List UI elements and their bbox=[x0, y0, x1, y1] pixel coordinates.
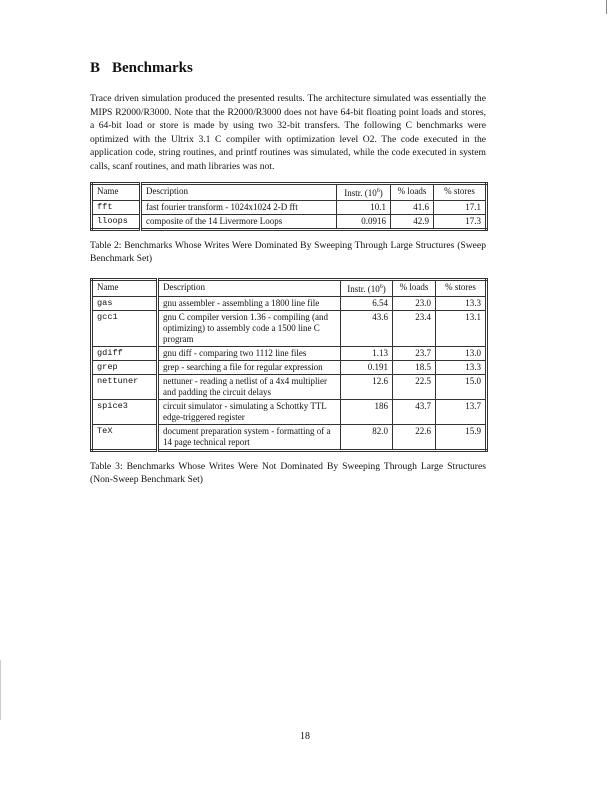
stores-percent: 13.0 bbox=[436, 346, 487, 360]
instr-count: 12.6 bbox=[341, 374, 393, 399]
benchmark-name: grep bbox=[92, 360, 158, 374]
header-description: Description bbox=[158, 279, 341, 296]
benchmark-description: fast fourier transform - 1024x1024 2-D fft bbox=[141, 200, 337, 214]
header-name: Name bbox=[92, 183, 141, 200]
header-instr-close: ) bbox=[382, 283, 386, 294]
stores-percent: 17.3 bbox=[434, 214, 487, 229]
header-instr-text: Instr. (10 bbox=[347, 283, 380, 294]
benchmark-name: TeX bbox=[92, 424, 158, 450]
table-3-caption: Table 3: Benchmarks Whose Writes Were Not Dominated By Sweeping Through Large Structures (Non-Sweep Benchmark Set) bbox=[90, 460, 486, 486]
table-header-row bbox=[92, 279, 487, 296]
benchmark-description: document preparation system - formatting of a 14 page technical report bbox=[158, 424, 341, 450]
instr-count: 186 bbox=[341, 399, 393, 424]
intro-paragraph: Trace driven simulation produced the presented results. The architecture simulated was essentially the MIPS R2000/R3000. Note that the R2000/R3000 does not have 64-bit floating point loads and stores, a 64-bit load or store is made by using two 32-bit transfers. The following C benchmarks were optimized with the Ultrix 3.1 C compiler with optimization level O2. The code executed in the application code, string routines, and printf routines was simulated, while the code executed in system calls, scanf routines, and math libraries was not. bbox=[90, 93, 486, 172]
stores-percent: 15.0 bbox=[436, 374, 487, 399]
header-instr bbox=[341, 279, 393, 296]
stores-percent: 13.7 bbox=[436, 399, 487, 424]
table-row bbox=[92, 214, 487, 229]
table-row bbox=[92, 296, 487, 310]
stores-percent: 15.9 bbox=[436, 424, 487, 450]
instr-count: 82.0 bbox=[341, 424, 393, 450]
table-row bbox=[92, 360, 487, 374]
table-row bbox=[92, 399, 487, 424]
benchmark-description: composite of the 14 Livermore Loops bbox=[141, 214, 337, 229]
benchmark-name: gas bbox=[92, 296, 158, 310]
loads-percent: 22.6 bbox=[393, 424, 436, 450]
benchmark-name: gcc1 bbox=[92, 310, 158, 346]
instr-count: 0.191 bbox=[341, 360, 393, 374]
stores-percent: 13.3 bbox=[436, 360, 487, 374]
instr-count: 10.1 bbox=[337, 200, 391, 214]
scan-edge-mark bbox=[0, 660, 1, 720]
table-row bbox=[92, 374, 487, 399]
benchmark-description: circuit simulator - simulating a Schottky TTL edge-triggered register bbox=[158, 399, 341, 424]
stores-percent: 17.1 bbox=[434, 200, 487, 214]
header-instr-text: Instr. (10 bbox=[344, 187, 377, 198]
table-header-row bbox=[92, 183, 487, 200]
header-instr bbox=[337, 183, 391, 200]
header-loads: % loads bbox=[393, 279, 436, 296]
loads-percent: 18.5 bbox=[393, 360, 436, 374]
table-3 bbox=[90, 278, 488, 452]
benchmark-name: gdiff bbox=[92, 346, 158, 360]
table-row bbox=[92, 310, 487, 346]
page-number: 18 bbox=[300, 731, 310, 742]
section-number: B bbox=[90, 60, 101, 76]
benchmark-description: grep - searching a file for regular expression bbox=[158, 360, 341, 374]
header-description: Description bbox=[141, 183, 337, 200]
page-content bbox=[90, 58, 486, 487]
table-row bbox=[92, 346, 487, 360]
instr-count: 0.0916 bbox=[337, 214, 391, 229]
instr-count: 1.13 bbox=[341, 346, 393, 360]
loads-percent: 23.7 bbox=[393, 346, 436, 360]
header-name: Name bbox=[92, 279, 158, 296]
loads-percent: 41.6 bbox=[391, 200, 434, 214]
benchmark-description: nettuner - reading a netlist of a 4x4 multiplier and padding the circuit delays bbox=[158, 374, 341, 399]
stores-percent: 13.1 bbox=[436, 310, 487, 346]
table-2 bbox=[90, 182, 488, 231]
instr-count: 43.6 bbox=[341, 310, 393, 346]
loads-percent: 23.0 bbox=[393, 296, 436, 310]
benchmark-name: fft bbox=[92, 200, 141, 214]
header-instr-exp: 6 bbox=[379, 283, 383, 290]
header-stores: % stores bbox=[436, 279, 487, 296]
benchmark-description: gnu assembler - assembling a 1800 line file bbox=[158, 296, 341, 310]
header-loads: % loads bbox=[391, 183, 434, 200]
table-row bbox=[92, 424, 487, 450]
table-row bbox=[92, 200, 487, 214]
loads-percent: 23.4 bbox=[393, 310, 436, 346]
header-stores: % stores bbox=[434, 183, 487, 200]
section-heading bbox=[90, 58, 486, 78]
benchmark-description: gnu diff - comparing two 1112 line files bbox=[158, 346, 341, 360]
benchmark-name: nettuner bbox=[92, 374, 158, 399]
table-2-caption: Table 2: Benchmarks Whose Writes Were Dominated By Sweeping Through Large Structures (Sweep Benchmark Set) bbox=[90, 239, 486, 265]
section-title: Benchmarks bbox=[112, 60, 193, 76]
header-instr-close: ) bbox=[379, 187, 383, 198]
benchmark-name: spice3 bbox=[92, 399, 158, 424]
scan-edge-mark bbox=[606, 0, 607, 14]
header-instr-exp: 6 bbox=[376, 187, 380, 194]
instr-count: 6.54 bbox=[341, 296, 393, 310]
benchmark-description: gnu C compiler version 1.36 - compiling (and optimizing) to assembly code a 1500 line C program bbox=[158, 310, 341, 346]
loads-percent: 42.9 bbox=[391, 214, 434, 229]
loads-percent: 43.7 bbox=[393, 399, 436, 424]
loads-percent: 22.5 bbox=[393, 374, 436, 399]
stores-percent: 13.3 bbox=[436, 296, 487, 310]
benchmark-name: lloops bbox=[92, 214, 141, 229]
